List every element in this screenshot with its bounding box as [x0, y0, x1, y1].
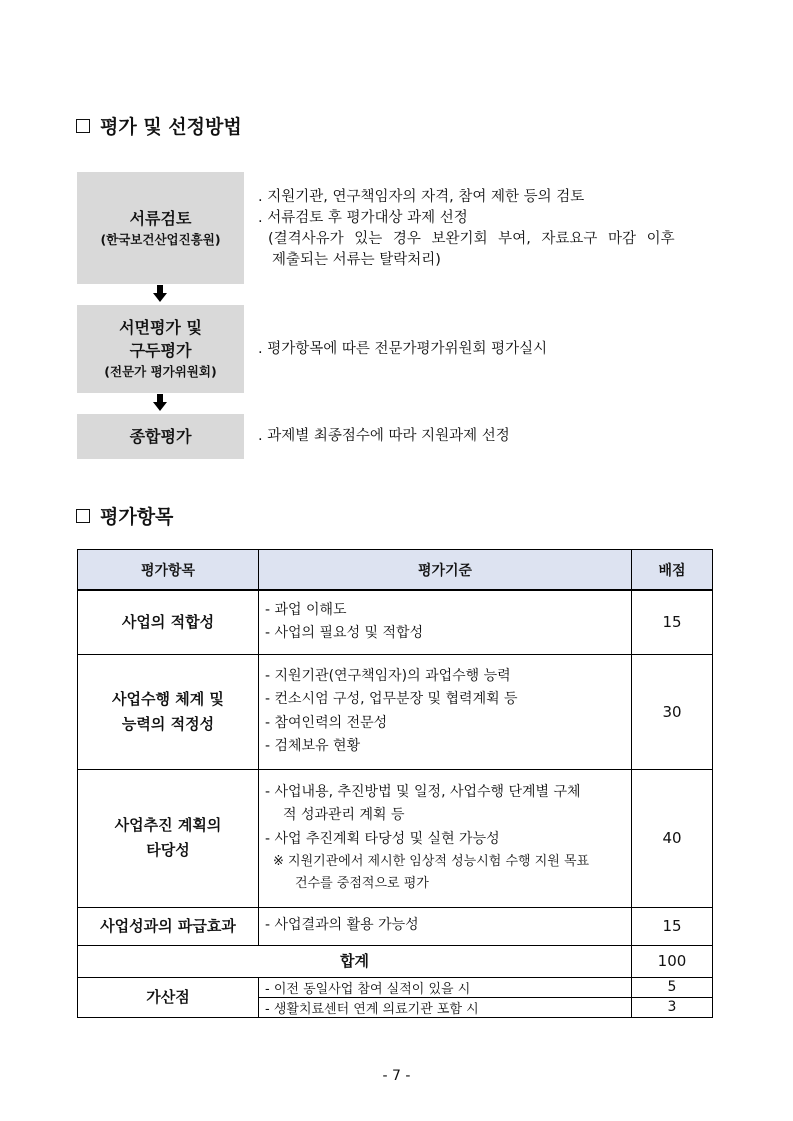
score-cell: 15: [632, 907, 713, 945]
page-number: - 7 -: [382, 1068, 411, 1084]
stage-document-review: [77, 172, 244, 284]
criterion: - 과업 이해도: [265, 601, 347, 618]
checkbox-icon: [76, 119, 90, 133]
score-cell: 40: [632, 769, 713, 907]
section-title-text: 평가항목: [100, 506, 174, 528]
stage-name-line1: 서면평가 및: [119, 318, 202, 337]
item-cell: 사업성과의 파급효과: [78, 907, 259, 945]
criterion: - 사업의 필요성 및 적합성: [265, 625, 424, 642]
criterion: - 사업 추진계획 타당성 및 실현 가능성: [265, 830, 500, 847]
desc-line-text: (결격사유가 있는 경우 보완기회 부여, 자료요구 마감 이후: [268, 231, 675, 247]
header-score: 배점: [632, 550, 713, 591]
item-line: 사업수행 체계 및: [112, 689, 224, 708]
stage-name-line2: 구두평가: [129, 341, 192, 360]
item-cell: 사업의 적합성: [78, 590, 259, 654]
criteria-cell: [259, 907, 632, 945]
desc-line: . 서류검토 후 평가대상 과제 선정: [258, 210, 468, 226]
score-cell: 30: [632, 654, 713, 769]
checkbox-icon: [76, 509, 90, 523]
bonus-row: [78, 977, 713, 997]
desc-line: 제출되는 서류는 탈락처리): [272, 252, 441, 268]
item-line: 능력의 적정성: [121, 714, 215, 733]
total-label: 합계: [78, 945, 632, 977]
total-row: [78, 945, 713, 977]
criteria-cell: [259, 590, 632, 654]
stage-comprehensive-review-desc: [258, 426, 510, 447]
stage-written-oral-review-desc: [258, 339, 547, 360]
arrow-down-icon: [152, 394, 168, 412]
bonus-label: 가산점: [78, 977, 259, 1017]
desc-line: [258, 229, 703, 250]
criterion: - 사업내용, 추진방법 및 일정, 사업수행 단계별 구체: [265, 783, 581, 800]
item-cell: [78, 654, 259, 769]
criterion: - 컨소시엄 구성, 업무분장 및 협력계획 등: [265, 691, 518, 707]
stage-name: 종합평가: [129, 427, 192, 446]
stage-org: (전문가 평가위원회): [104, 364, 217, 379]
criterion: - 사업결과의 활용 가능성: [265, 917, 419, 934]
total-score: 100: [632, 945, 713, 977]
bonus-score: 5: [632, 977, 713, 997]
table-row: [78, 769, 713, 907]
criterion: 적 성과관리 계획 등: [283, 807, 405, 824]
stage-written-oral-review: [77, 305, 244, 393]
stage-name: 서류검토: [129, 208, 192, 228]
desc-line: . 과제별 최종점수에 따라 지원과제 선정: [258, 428, 510, 444]
criterion: - 참여인력의 전문성: [265, 714, 388, 731]
score-cell: 15: [632, 590, 713, 654]
item-line: 타당성: [146, 841, 190, 859]
table-header-row: [78, 550, 713, 591]
header-criteria: 평가기준: [259, 550, 632, 591]
criterion-note: 건수를 중점적으로 평가: [295, 876, 429, 892]
section-title-evaluation-items: [76, 502, 173, 529]
stage-document-review-desc: [258, 187, 703, 271]
stage-org: (한국보건산업진흥원): [100, 231, 221, 247]
header-item: 평가항목: [78, 550, 259, 591]
criteria-cell: [259, 654, 632, 769]
table-row: [78, 907, 713, 945]
criterion: - 검체보유 현황: [265, 738, 361, 754]
bonus-criterion: - 생활치료센터 연계 의료기관 포함 시: [259, 997, 632, 1017]
section-title-text: 평가 및 선정방법: [100, 116, 242, 138]
desc-line: . 평가항목에 따른 전문가평가위원회 평가실시: [258, 341, 548, 357]
section-title-selection-method: [76, 112, 242, 139]
item-cell: [78, 769, 259, 907]
bonus-criterion: - 이전 동일사업 참여 실적이 있을 시: [259, 977, 632, 997]
stage-comprehensive-review: [77, 414, 244, 459]
criterion: - 지원기관(연구책임자)의 과업수행 능력: [265, 667, 511, 684]
item-line: 사업추진 계획의: [114, 816, 222, 834]
bonus-score: 3: [632, 997, 713, 1017]
criteria-cell: [259, 769, 632, 907]
arrow-down-icon: [152, 285, 168, 303]
desc-line: . 지원기관, 연구책임자의 자격, 참여 제한 등의 검토: [258, 189, 585, 205]
criterion-note: ※ 지원기관에서 제시한 임상적 성능시험 수행 지원 목표: [273, 854, 590, 870]
evaluation-table: [77, 549, 713, 1018]
table-row: [78, 654, 713, 769]
table-row: [78, 590, 713, 654]
